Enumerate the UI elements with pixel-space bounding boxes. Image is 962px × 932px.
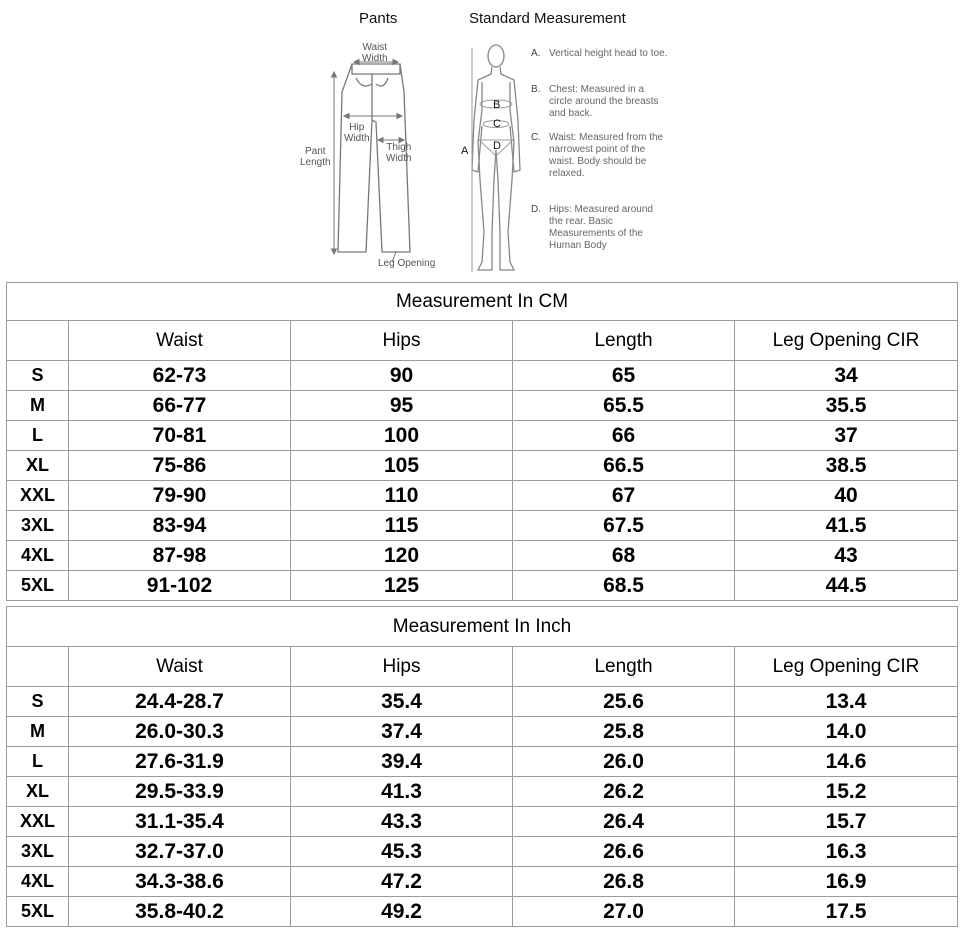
leg-opening-cell: 34 xyxy=(735,361,958,391)
size-cell: M xyxy=(7,717,69,747)
size-cell: S xyxy=(7,687,69,717)
length-cell: 66 xyxy=(513,421,735,451)
leg-opening-cell: 15.2 xyxy=(735,777,958,807)
table-row xyxy=(7,807,958,837)
note-b: B. Chest: Measured in a circle around the breasts and back. xyxy=(531,84,659,119)
hips-cell: 43.3 xyxy=(291,807,513,837)
size-cell: M xyxy=(7,391,69,421)
waist-cell: 87-98 xyxy=(69,541,291,571)
table-row xyxy=(7,361,958,391)
waist-cell: 31.1-35.4 xyxy=(69,807,291,837)
hips-cell: 37.4 xyxy=(291,717,513,747)
table-row xyxy=(7,391,958,421)
size-cell: 5XL xyxy=(7,897,69,927)
size-cell: XL xyxy=(7,777,69,807)
note-a: A. Vertical height head to toe. xyxy=(531,48,668,59)
pants-heading: Pants xyxy=(359,10,398,27)
length-cell: 25.8 xyxy=(513,717,735,747)
leg-opening-cell: 14.0 xyxy=(735,717,958,747)
hips-cell: 95 xyxy=(291,391,513,421)
table-title-row xyxy=(7,607,958,647)
leg-opening-cell: 44.5 xyxy=(735,571,958,601)
size-table-inch xyxy=(6,606,958,927)
hips-cell: 47.2 xyxy=(291,867,513,897)
hips-cell: 35.4 xyxy=(291,687,513,717)
leg-opening-cell: 35.5 xyxy=(735,391,958,421)
length-cell: 67.5 xyxy=(513,511,735,541)
size-cell: L xyxy=(7,421,69,451)
leg-opening-cell: 37 xyxy=(735,421,958,451)
hips-cell: 100 xyxy=(291,421,513,451)
size-cell: 5XL xyxy=(7,571,69,601)
size-header xyxy=(7,321,69,361)
length-cell: 66.5 xyxy=(513,451,735,481)
waist-cell: 27.6-31.9 xyxy=(69,747,291,777)
waist-cell: 35.8-40.2 xyxy=(69,897,291,927)
table-title: Measurement In CM xyxy=(7,283,958,321)
length-cell: 26.0 xyxy=(513,747,735,777)
length-cell: 65 xyxy=(513,361,735,391)
waist-width-label: Waist Width xyxy=(362,42,388,64)
marker-c: C xyxy=(493,118,501,130)
table-row xyxy=(7,747,958,777)
length-cell: 27.0 xyxy=(513,897,735,927)
table-row xyxy=(7,837,958,867)
thigh-width-label: Thigh Width xyxy=(386,142,412,164)
col-header-length: Length xyxy=(513,321,735,361)
leg-opening-cell: 43 xyxy=(735,541,958,571)
table-row xyxy=(7,481,958,511)
length-cell: 68.5 xyxy=(513,571,735,601)
length-cell: 26.8 xyxy=(513,867,735,897)
waist-cell: 62-73 xyxy=(69,361,291,391)
measurement-illustration xyxy=(0,0,962,278)
note-d: D. Hips: Measured around the rear. Basic Measurements of the Human Body xyxy=(531,204,653,251)
waist-cell: 70-81 xyxy=(69,421,291,451)
size-cell: 4XL xyxy=(7,541,69,571)
marker-b: B xyxy=(493,99,501,111)
col-header-hips: Hips xyxy=(291,321,513,361)
size-cell: XL xyxy=(7,451,69,481)
hips-cell: 45.3 xyxy=(291,837,513,867)
length-cell: 67 xyxy=(513,481,735,511)
marker-a: A xyxy=(461,145,469,157)
table-row xyxy=(7,541,958,571)
waist-cell: 32.7-37.0 xyxy=(69,837,291,867)
col-header-hips: Hips xyxy=(291,647,513,687)
waist-cell: 26.0-30.3 xyxy=(69,717,291,747)
leg-opening-cell: 38.5 xyxy=(735,451,958,481)
hips-cell: 115 xyxy=(291,511,513,541)
leg-opening-cell: 13.4 xyxy=(735,687,958,717)
table-row xyxy=(7,451,958,481)
leg-opening-cell: 40 xyxy=(735,481,958,511)
leg-opening-cell: 41.5 xyxy=(735,511,958,541)
leg-opening-cell: 16.3 xyxy=(735,837,958,867)
table-row xyxy=(7,511,958,541)
size-cell: XXL xyxy=(7,481,69,511)
note-c: C. Waist: Measured from the narrowest point of the waist. Body should be relaxed. xyxy=(531,132,664,179)
pant-length-label: Pant Length xyxy=(300,146,331,168)
leg-opening-cell: 16.9 xyxy=(735,867,958,897)
size-cell: S xyxy=(7,361,69,391)
col-header-leg-opening: Leg Opening CIR xyxy=(735,321,958,361)
table-row xyxy=(7,687,958,717)
length-cell: 68 xyxy=(513,541,735,571)
col-header-waist: Waist xyxy=(69,647,291,687)
leg-opening-cell: 14.6 xyxy=(735,747,958,777)
col-header-waist: Waist xyxy=(69,321,291,361)
standard-measurement-heading: Standard Measurement xyxy=(469,10,626,27)
size-header xyxy=(7,647,69,687)
waist-cell: 75-86 xyxy=(69,451,291,481)
hips-cell: 39.4 xyxy=(291,747,513,777)
length-cell: 25.6 xyxy=(513,687,735,717)
size-cell: 3XL xyxy=(7,837,69,867)
waist-cell: 24.4-28.7 xyxy=(69,687,291,717)
length-cell: 26.2 xyxy=(513,777,735,807)
col-header-length: Length xyxy=(513,647,735,687)
hips-cell: 49.2 xyxy=(291,897,513,927)
table-row xyxy=(7,421,958,451)
leg-opening-label: Leg Opening xyxy=(378,258,436,269)
body-figure-drawing xyxy=(472,45,520,270)
header-row xyxy=(7,321,958,361)
leg-opening-cell: 15.7 xyxy=(735,807,958,837)
waist-cell: 29.5-33.9 xyxy=(69,777,291,807)
size-cell: 4XL xyxy=(7,867,69,897)
marker-d: D xyxy=(493,140,501,152)
size-cell: L xyxy=(7,747,69,777)
table-row xyxy=(7,897,958,927)
hips-cell: 41.3 xyxy=(291,777,513,807)
header-row xyxy=(7,647,958,687)
waist-cell: 79-90 xyxy=(69,481,291,511)
waist-cell: 34.3-38.6 xyxy=(69,867,291,897)
length-cell: 65.5 xyxy=(513,391,735,421)
hips-cell: 105 xyxy=(291,451,513,481)
waist-cell: 91-102 xyxy=(69,571,291,601)
table-row xyxy=(7,867,958,897)
size-cell: XXL xyxy=(7,807,69,837)
table-row xyxy=(7,717,958,747)
table-row xyxy=(7,777,958,807)
size-table-cm xyxy=(6,282,958,601)
length-cell: 26.4 xyxy=(513,807,735,837)
col-header-leg-opening: Leg Opening CIR xyxy=(735,647,958,687)
length-cell: 26.6 xyxy=(513,837,735,867)
hip-width-label: Hip Width xyxy=(344,122,370,144)
hips-cell: 110 xyxy=(291,481,513,511)
waist-cell: 66-77 xyxy=(69,391,291,421)
table-title: Measurement In Inch xyxy=(7,607,958,647)
hips-cell: 90 xyxy=(291,361,513,391)
table-row xyxy=(7,571,958,601)
leg-opening-cell: 17.5 xyxy=(735,897,958,927)
size-cell: 3XL xyxy=(7,511,69,541)
hips-cell: 120 xyxy=(291,541,513,571)
hips-cell: 125 xyxy=(291,571,513,601)
illustration-drawing xyxy=(0,0,962,278)
waist-cell: 83-94 xyxy=(69,511,291,541)
table-title-row xyxy=(7,283,958,321)
